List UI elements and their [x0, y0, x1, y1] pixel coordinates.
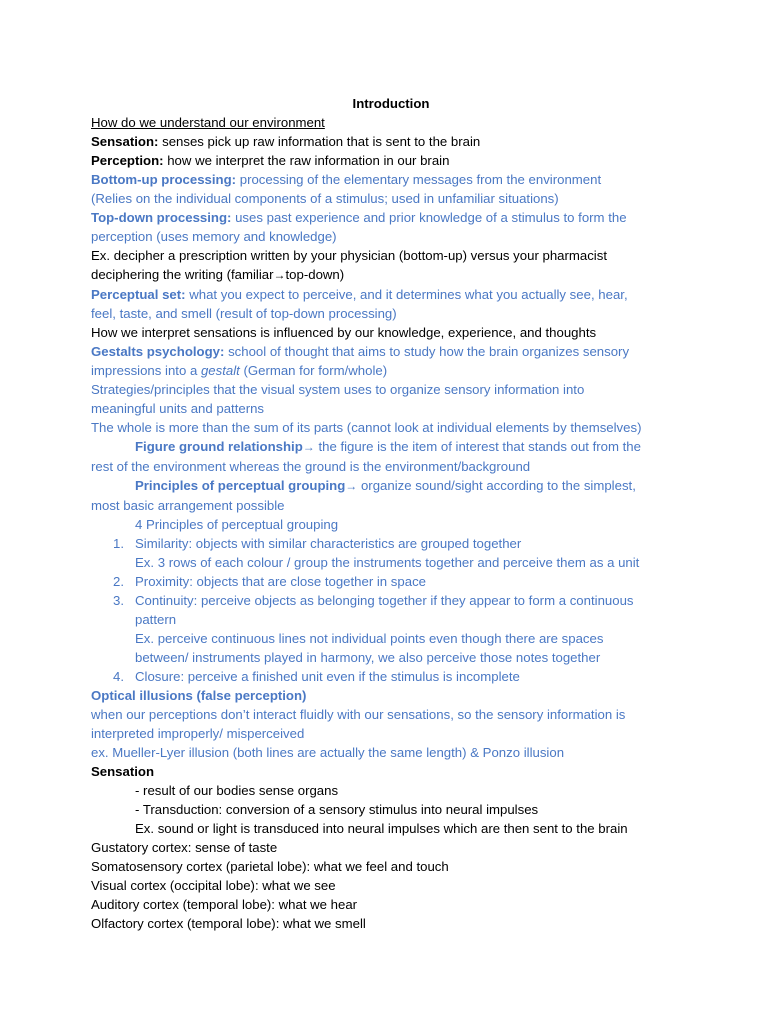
cortex-somatosensory: Somatosensory cortex (parietal lobe): what we feel and touch: [91, 859, 449, 874]
cortex-olfactory: Olfactory cortex (temporal lobe): what we smell: [91, 916, 366, 931]
list-item-similarity: [91, 534, 691, 553]
arrow-icon: →: [302, 440, 315, 454]
term-gestalt: Gestalts psychology:: [91, 344, 225, 359]
sensation-heading: Sensation: [91, 764, 155, 779]
interpret-sensations-line: How we interpret sensations is influenced by our knowledge, experience, and thoughts: [91, 325, 597, 340]
continuity-example-cont: between/ instruments played in harmony, we also perceive those notes together: [135, 650, 601, 665]
list-item-continuity: [91, 591, 691, 610]
gestalt-definition-cont: [91, 361, 691, 380]
section-heading-environment: [91, 113, 691, 132]
list-number: 2.: [113, 574, 124, 589]
cortex-gustatory: Gustatory cortex: sense of taste: [91, 840, 278, 855]
optical-illusions-example: ex. Mueller-Lyer illusion (both lines are actually the same length) & Ponzo illusion: [91, 745, 565, 760]
sensation-point-1: - result of our bodies sense organs: [135, 783, 339, 798]
def-gestalt-2b: (German for form/whole): [243, 363, 388, 378]
list-text: Closure: perceive a finished unit even if the stimulus is incomplete: [135, 669, 520, 684]
strategies-line-cont: meaningful units and patterns: [91, 401, 265, 416]
topdown-definition: [91, 208, 691, 227]
def-gestalt-2a: impressions into a: [91, 363, 198, 378]
example-prescription-cont: [91, 265, 691, 285]
sensation-point-2: - Transduction: conversion of a sensory stimulus into neural impulses: [135, 802, 539, 817]
perceptual-grouping-definition: [91, 476, 691, 496]
list-text: Similarity: objects with similar characteristics are grouped together: [135, 536, 522, 551]
similarity-example: Ex. 3 rows of each colour / group the instruments together and perceive them as a unit: [135, 555, 640, 570]
list-text: Proximity: objects that are close together in space: [135, 574, 427, 589]
def-perceptualset-1: what you expect to perceive, and it determines what you actually see, hear,: [189, 287, 628, 302]
perceptualset-definition: [91, 285, 691, 304]
four-principles-heading: 4 Principles of perceptual grouping: [135, 517, 339, 532]
def-gestalt-italic: gestalt: [200, 363, 240, 378]
list-text: Continuity: perceive objects as belonging together if they appear to form a continuous: [135, 593, 634, 608]
perceptualset-definition-cont: feel, taste, and smell (result of top-down processing): [91, 306, 397, 321]
strategies-line: Strategies/principles that the visual system uses to organize sensory information into: [91, 382, 585, 397]
cortex-visual: Visual cortex (occipital lobe): what we see: [91, 878, 336, 893]
page-title: Introduction: [352, 96, 430, 111]
def-topdown-1: uses past experience and prior knowledge of a stimulus to form the: [235, 210, 627, 225]
list-item-closure: [91, 667, 691, 686]
optical-illusions-heading: Optical illusions (false perception): [91, 688, 307, 703]
optical-illusions-definition-cont: interpreted improperly/ misperceived: [91, 726, 305, 741]
def-bottomup: processing of the elementary messages from the environment: [239, 172, 602, 187]
bottomup-definition: [91, 170, 691, 189]
gestalt-definition: [91, 342, 691, 361]
continuity-cont: pattern: [135, 612, 177, 627]
figure-ground-definition: [91, 437, 691, 457]
term-bottomup: Bottom-up processing:: [91, 172, 237, 187]
perceptual-grouping-definition-cont: most basic arrangement possible: [91, 498, 285, 513]
def-perception: how we interpret the raw information in our brain: [167, 153, 450, 168]
whole-sum-line: The whole is more than the sum of its parts (cannot look at individual elements by themselves): [91, 420, 642, 435]
example-prescription: Ex. decipher a prescription written by your physician (bottom-up) versus your pharmacist: [91, 248, 607, 263]
list-number: 1.: [113, 536, 124, 551]
term-sensation: Sensation:: [91, 134, 159, 149]
arrow-icon: →: [345, 479, 358, 493]
def-perceptual-grouping-1: organize sound/sight according to the simplest,: [360, 478, 636, 493]
term-perceptualset: Perceptual set:: [91, 287, 186, 302]
term-topdown: Top-down processing:: [91, 210, 232, 225]
list-number: 3.: [113, 593, 124, 608]
bottomup-note: (Relies on the individual components of a stimulus; used in unfamiliar situations): [91, 191, 559, 206]
sensation-definition: [91, 132, 691, 151]
figure-ground-definition-cont: rest of the environment whereas the ground is the environment/background: [91, 459, 531, 474]
def-gestalt-1: school of thought that aims to study how the brain organizes sensory: [228, 344, 630, 359]
topdown-definition-cont: perception (uses memory and knowledge): [91, 229, 337, 244]
example-prescription-b: top-down): [285, 267, 345, 282]
example-prescription-a: deciphering the writing (familiar: [91, 267, 274, 282]
perception-definition: [91, 151, 691, 170]
sensation-example: Ex. sound or light is transduced into neural impulses which are then sent to the brain: [135, 821, 628, 836]
term-perception: Perception:: [91, 153, 164, 168]
def-sensation: senses pick up raw information that is sent to the brain: [162, 134, 481, 149]
list-number: 4.: [113, 669, 124, 684]
heading-environment-text: How do we understand our environment: [91, 115, 325, 130]
arrow-icon: →: [273, 268, 286, 282]
continuity-example: Ex. perceive continuous lines not individual points even though there are spaces: [135, 631, 604, 646]
term-perceptual-grouping: Principles of perceptual grouping: [135, 478, 346, 493]
list-item-proximity: [91, 572, 691, 591]
term-figure-ground: Figure ground relationship: [135, 439, 303, 454]
def-figure-ground-1: the figure is the item of interest that stands out from the: [318, 439, 641, 454]
notes-body: [91, 94, 691, 933]
optical-illusions-definition: when our perceptions don’t interact fluidly with our sensations, so the sensory information is: [91, 707, 626, 722]
cortex-auditory: Auditory cortex (temporal lobe): what we hear: [91, 897, 358, 912]
